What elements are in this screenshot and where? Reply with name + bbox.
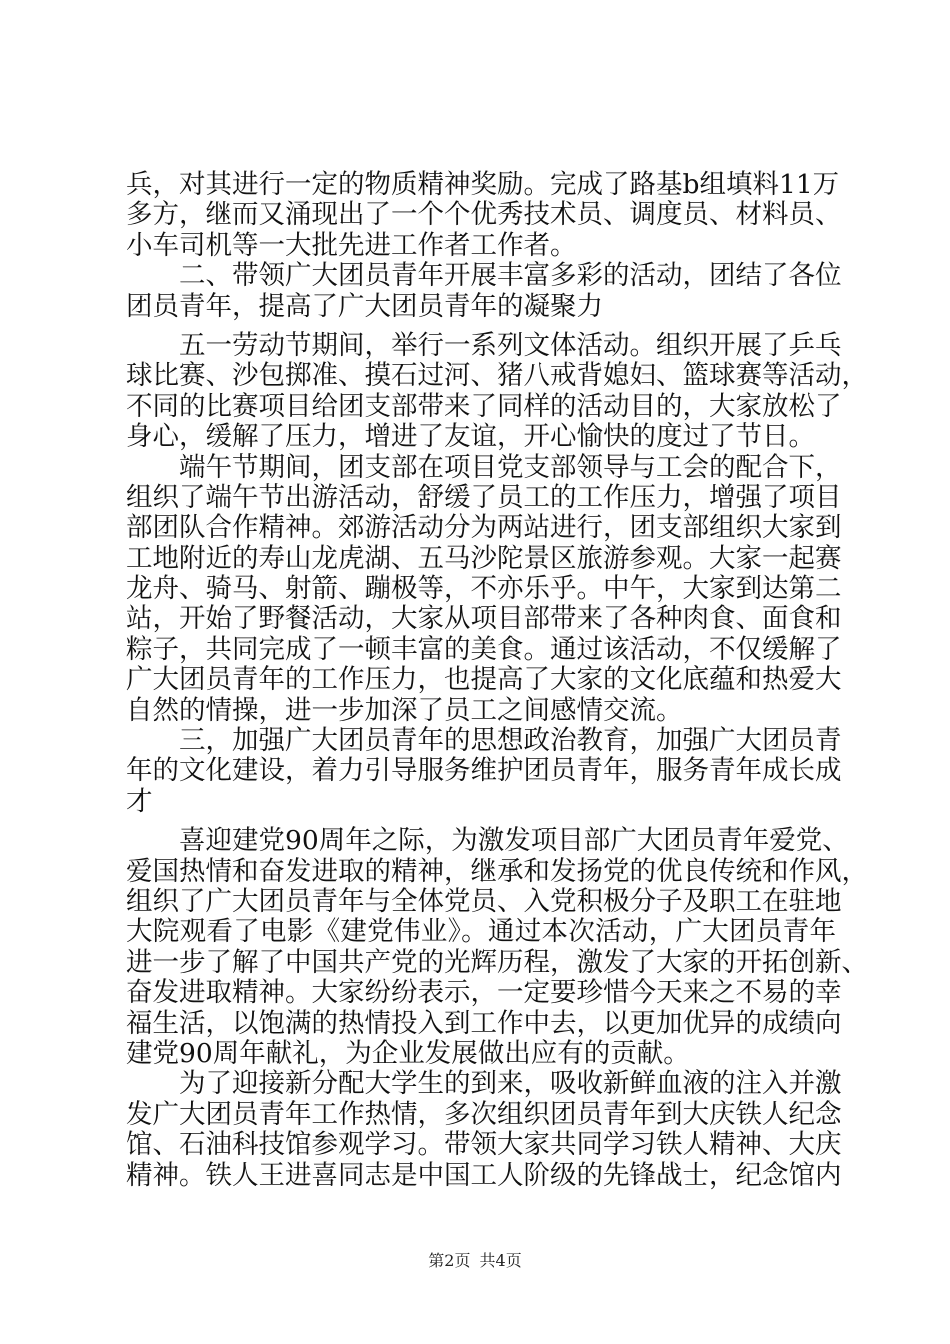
text-line: 不同的比赛项目给团支部带来了同样的活动目的，大家放松了 <box>126 390 842 422</box>
text-line: 小车司机等一大批先进工作者工作者。 <box>126 229 577 261</box>
text-line: 多方，继而又涌现出了一个个优秀技术员、调度员、材料员、 <box>126 199 842 231</box>
text-line: 喜迎建党90周年之际，为激发项目部广大团员青年爱党、 <box>126 825 849 857</box>
text-line: 粽子，共同完成了一顿丰富的美食。通过该活动，不仅缓解了 <box>126 633 842 665</box>
text-line: 大院观看了电影《建党伟业》。通过本次活动，广大团员青年 <box>126 916 836 948</box>
text-line: 兵，对其进行一定的物质精神奖励。完成了路基b组填料11万 <box>126 169 840 200</box>
text-line: 福生活，以饱满的热情投入到工作中去，以更加优异的成绩向 <box>126 1007 842 1039</box>
text-line: 身心，缓解了压力，增进了友谊，开心愉快的度过了节日。 <box>126 421 815 453</box>
section-heading-line: 二、带领广大团员青年开展丰富多彩的活动，团结了各位 <box>126 260 842 292</box>
text-line: 工地附近的寿山龙虎湖、五马沙陀景区旅游参观。大家一起赛 <box>126 542 842 574</box>
section-heading-line: 三，加强广大团员青年的思想政治教育，加强广大团员青 <box>126 725 842 757</box>
text-line: 爱国热情和奋发进取的精神，继承和发扬党的优良传统和作风， <box>126 855 868 887</box>
text-line: 建党90周年献礼，为企业发展做出应有的贡献。 <box>126 1037 690 1069</box>
text-line: 五一劳动节期间，举行一系列文体活动。组织开展了乒乓 <box>126 329 842 361</box>
section-heading-line: 才 <box>126 785 153 817</box>
text-line: 自然的情操，进一步加深了员工之间感情交流。 <box>126 694 683 726</box>
document-body <box>126 169 868 1191</box>
text-line: 组织了端午节出游活动，舒缓了员工的工作压力，增强了项目 <box>126 481 842 513</box>
text-line: 部团队合作精神。郊游活动分为两站进行，团支部组织大家到 <box>126 512 842 544</box>
text-line: 广大团员青年的工作压力，也提高了大家的文化底蕴和热爱大 <box>126 664 842 696</box>
text-line: 奋发进取精神。大家纷纷表示，一定要珍惜今天来之不易的幸 <box>126 977 842 1009</box>
page-number-footer: 第2页 共4页 <box>428 1251 522 1270</box>
text-line: 球比赛、沙包掷准、摸石过河、猪八戒背媳妇、篮球赛等活动， <box>126 360 868 392</box>
text-line: 组织了广大团员青年与全体党员、入党积极分子及职工在驻地 <box>126 885 842 917</box>
text-line: 为了迎接新分配大学生的到来，吸收新鲜血液的注入并激 <box>126 1068 842 1100</box>
text-line: 发广大团员青年工作热情，多次组织团员青年到大庆铁人纪念 <box>126 1098 842 1130</box>
section-heading-line: 团员青年，提高了广大团员青年的凝聚力 <box>126 290 603 322</box>
text-line: 精神。铁人王进喜同志是中国工人阶级的先锋战士，纪念馆内 <box>126 1159 842 1191</box>
text-line: 端午节期间，团支部在项目党支部领导与工会的配合下， <box>126 451 842 483</box>
section-heading-line: 年的文化建设，着力引导服务维护团员青年，服务青年成长成 <box>126 755 842 787</box>
text-line: 龙舟、骑马、射箭、蹦极等，不亦乐乎。中午，大家到达第二 <box>126 573 842 605</box>
text-line: 馆、石油科技馆参观学习。带领大家共同学习铁人精神、大庆 <box>126 1129 842 1161</box>
text-line: 站，开始了野餐活动，大家从项目部带来了各种肉食、面食和 <box>126 603 842 635</box>
text-line: 进一步了解了中国共产党的光辉历程，激发了大家的开拓创新、 <box>126 946 868 978</box>
